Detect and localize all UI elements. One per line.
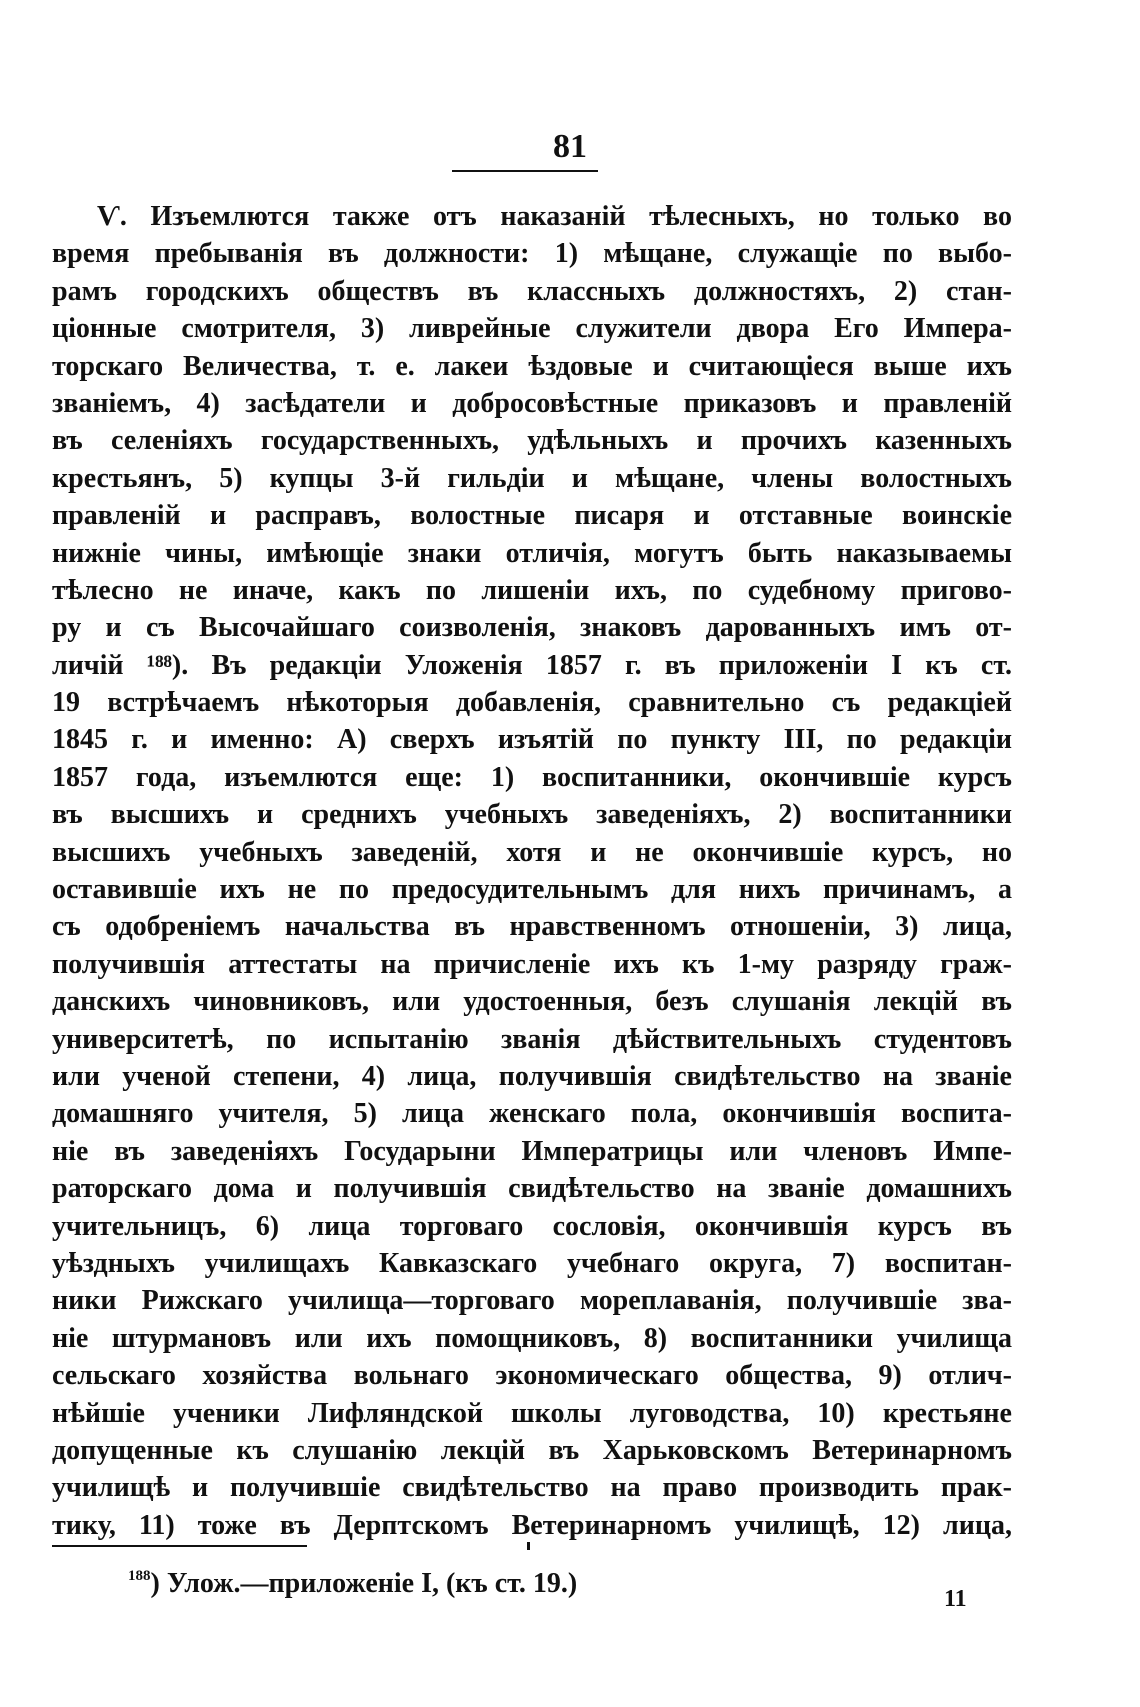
page-number-rule — [452, 170, 598, 172]
text-line: или ученой степени, 4) лица, получившія свидѣтельство на званіе — [52, 1060, 1012, 1092]
text-line: допущенные къ слушанію лекцій въ Харьковскомъ Ветеринарномъ — [52, 1434, 1012, 1466]
page-number: 81 — [553, 128, 587, 165]
text-line: уѣздныхъ училищахъ Кавказскаго учебнаго округа, 7) воспитан- — [52, 1247, 1012, 1279]
footnote-text: ) Улож.—приложеніе I, (къ ст. 19.) — [150, 1568, 578, 1599]
footnote — [128, 1568, 577, 1600]
text-line: учительницъ, 6) лица торговаго сословія, окончившія курсъ въ — [52, 1210, 1012, 1242]
text-line: данскихъ чиновниковъ, или удостоенныя, безъ слушанія лекцій въ — [52, 986, 1012, 1018]
footnote-tick — [527, 1542, 530, 1550]
signature-mark: 11 — [944, 1586, 967, 1612]
text-line: торскаго Величества, т. е. лакеи ѣздовые и считающіеся выше ихъ — [52, 350, 1012, 382]
text-line: 1845 г. и именно: А) сверхъ изъятій по пункту III, по редакціи — [52, 724, 1012, 756]
text-line: нѣйшіе ученики Лифляндской школы луговодства, 10) крестьяне — [52, 1397, 1012, 1429]
text-line: Ѵ. Изъемлются также отъ наказаній тѣлесныхъ, но только во — [97, 201, 1012, 232]
text-line: ціонные смотрителя, 3) ливрейные служители двора Его Импера- — [52, 313, 1012, 345]
text-line: ніе въ заведеніяхъ Государыни Императрицы или членовъ Импе- — [52, 1135, 1012, 1167]
text-line: тѣлесно не иначе, какъ по лишеніи ихъ, по судебному пригово- — [52, 574, 1012, 606]
text-line: съ одобреніемъ начальства въ нравственномъ отношеніи, 3) лица, — [52, 911, 1012, 943]
body-text — [52, 198, 1012, 1544]
text-line: высшихъ учебныхъ заведеній, хотя и не окончившіе курсъ, но — [52, 836, 1012, 868]
text-line: крестьянъ, 5) купцы 3-й гильдіи и мѣщане, члены волостныхъ — [52, 462, 1012, 494]
text-line: 19 встрѣчаемъ нѣкоторыя добавленія, сравнительно съ редакціей — [52, 687, 1012, 719]
text-line: училищѣ и получившіе свидѣтельство на право производить прак- — [52, 1472, 1012, 1504]
text-line: 1857 года, изъемлются еще: 1) воспитанники, окончившіе курсъ — [52, 761, 1012, 793]
text-line: въ селеніяхъ государственныхъ, удѣльныхъ и прочихъ казенныхъ — [52, 425, 1012, 457]
text-line: оставившіе ихъ не по предосудительнымъ для нихъ причинамъ, а — [52, 874, 1012, 906]
text-line: званіемъ, 4) засѣдатели и добросовѣстные приказовъ и правленій — [52, 387, 1012, 419]
text-line: нижніе чины, имѣющіе знаки отличія, могутъ быть наказываемы — [52, 537, 1012, 569]
text-line: тику, 11) тоже въ Дерптскомъ Ветеринарномъ училищѣ, 12) лица, — [52, 1509, 1012, 1541]
text-line: сельскаго хозяйства вольнаго экономическаго общества, 9) отлич- — [52, 1360, 1012, 1392]
text-line: ру и съ Высочайшаго соизволенія, знаковъ дарованныхъ имъ от- — [52, 612, 1012, 644]
text-line: домашняго учителя, 5) лица женскаго пола, окончившія воспита- — [52, 1098, 1012, 1130]
footnote-marker: 188 — [128, 1568, 151, 1584]
text-line: университетѣ, по испытанію званія дѣйствительныхъ студентовъ — [52, 1023, 1012, 1055]
text-line: ніе штурмановъ или ихъ помощниковъ, 8) воспитанники училища — [52, 1322, 1012, 1354]
footnote-rule — [52, 1545, 307, 1547]
text-line: получившія аттестаты на причисленіе ихъ къ 1-му разряду граж- — [52, 948, 1012, 980]
text-line: правленій и расправъ, волостные писаря и отставные воинскіе — [52, 500, 1012, 532]
text-line: время пребыванія въ должности: 1) мѣщане, служащіе по выбо- — [52, 238, 1012, 270]
text-line: ники Рижскаго училища—торговаго мореплаванія, получившіе зва- — [52, 1285, 1012, 1317]
text-line: рамъ городскихъ обществъ въ классныхъ должностяхъ, 2) стан- — [52, 275, 1012, 307]
text-line: въ высшихъ и среднихъ учебныхъ заведеніяхъ, 2) воспитанники — [52, 799, 1012, 831]
text-line: личій ¹⁸⁸). Въ редакціи Уложенія 1857 г. въ приложеніи I къ ст. — [52, 649, 1012, 681]
text-line: раторскаго дома и получившія свидѣтельство на званіе домашнихъ — [52, 1173, 1012, 1205]
